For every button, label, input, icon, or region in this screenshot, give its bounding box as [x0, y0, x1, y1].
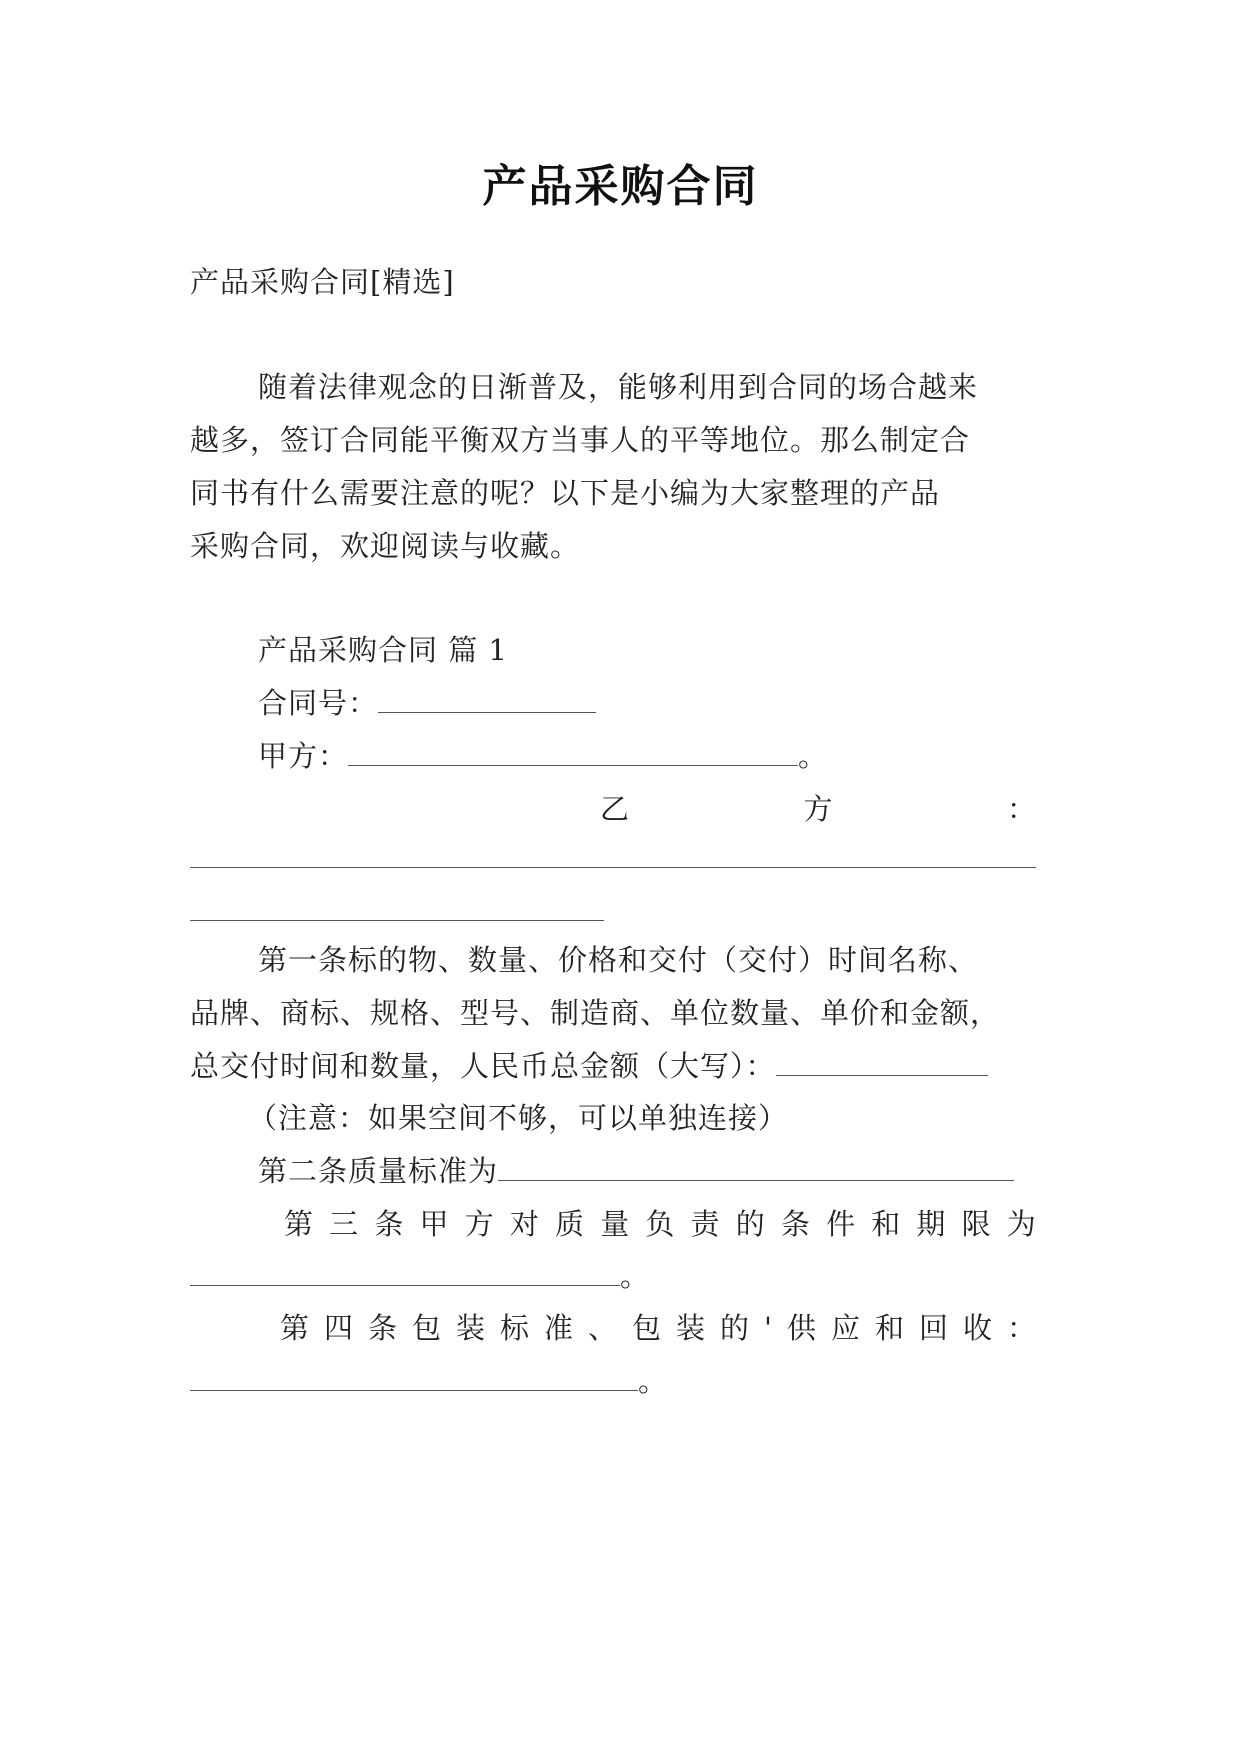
article3-char: 和 — [871, 1207, 901, 1241]
article4-char: 条 — [368, 1311, 398, 1345]
article3-char: 负 — [645, 1207, 675, 1241]
article4-char: ' — [764, 1311, 772, 1345]
article2-line — [258, 1151, 1014, 1191]
article3-char: 条 — [780, 1207, 810, 1241]
party-a-label: 甲方： — [258, 739, 349, 773]
article3-continuation — [190, 1256, 650, 1296]
document-subtitle: 产品采购合同[精选] — [190, 265, 455, 299]
article1-line-2: 品牌、商标、规格、型号、制造商、单位数量、单价和金额， — [190, 996, 1001, 1030]
article4-char: 的 — [720, 1311, 750, 1345]
article4-char: 和 — [874, 1311, 904, 1345]
intro-line-3: 同书有什么需要注意的呢？以下是小编为大家整理的产品 — [190, 476, 941, 510]
article3-char: 为 — [1006, 1207, 1036, 1241]
article3-char: 量 — [600, 1207, 630, 1241]
article1-line-3 — [190, 1046, 988, 1086]
responsibility-period-blank — [190, 1259, 620, 1286]
article3-char: 方 — [464, 1207, 494, 1241]
article3-char: 责 — [690, 1207, 720, 1241]
article3-line — [284, 1204, 1036, 1244]
article4-char: 收 — [962, 1311, 992, 1345]
article1-line-3-text: 总交付时间和数量，人民币总金额（大写）： — [190, 1049, 776, 1083]
article4-char: 、 — [588, 1311, 618, 1345]
article3-char: 第 — [284, 1207, 314, 1241]
article4-char: 装 — [676, 1311, 706, 1345]
party-a-end: 。 — [798, 739, 829, 773]
article3-char: 甲 — [419, 1207, 449, 1241]
total-amount-blank — [776, 1049, 988, 1076]
article3-char: 对 — [509, 1207, 539, 1241]
party-b-row — [600, 789, 1036, 829]
party-b-char-1: 乙 — [600, 792, 630, 826]
intro-line-1: 随着法律观念的日渐普及，能够利用到合同的场合越来 — [258, 370, 979, 404]
party-b-blank-2 — [190, 919, 604, 921]
party-b-char-2: 方 — [803, 792, 833, 826]
article3-char: 的 — [735, 1207, 765, 1241]
article3-char: 限 — [961, 1207, 991, 1241]
article4-char: 回 — [918, 1311, 948, 1345]
party-a-blank — [348, 739, 798, 766]
article4-char: 装 — [456, 1311, 486, 1345]
article4-end: 。 — [638, 1364, 669, 1398]
quality-standard-blank — [498, 1154, 1014, 1181]
party-a-row — [258, 736, 828, 776]
article3-char: 件 — [826, 1207, 856, 1241]
article3-char: 三 — [329, 1207, 359, 1241]
packaging-blank — [190, 1364, 638, 1391]
article4-char: 供 — [786, 1311, 816, 1345]
article2-text: 第二条质量标准为 — [258, 1154, 499, 1188]
article3-char: 质 — [555, 1207, 585, 1241]
article1-line-1: 第一条标的物、数量、价格和交付（交付）时间名称、 — [258, 943, 979, 977]
article4-char: ： — [1006, 1311, 1036, 1345]
contract-number-row — [258, 683, 596, 723]
contract-number-blank — [378, 686, 596, 713]
intro-line-4: 采购合同，欢迎阅读与收藏。 — [190, 529, 581, 563]
article4-char: 标 — [500, 1311, 530, 1345]
article4-char: 准 — [544, 1311, 574, 1345]
article4-char: 第 — [280, 1311, 310, 1345]
article4-char: 包 — [412, 1311, 442, 1345]
article4-char: 包 — [632, 1311, 662, 1345]
party-b-blank-1 — [190, 866, 1036, 868]
document-title: 产品采购合同 — [482, 161, 759, 212]
intro-line-2: 越多，签订合同能平衡双方当事人的平等地位。那么制定合 — [190, 423, 971, 457]
article4-char: 四 — [324, 1311, 354, 1345]
section-heading: 产品采购合同 篇 1 — [258, 633, 508, 667]
article3-char: 条 — [374, 1207, 404, 1241]
note-line: （注意：如果空间不够，可以单独连接） — [248, 1101, 789, 1135]
article3-end: 。 — [620, 1259, 651, 1293]
article4-line — [280, 1308, 1036, 1348]
party-b-colon: ： — [1006, 792, 1036, 826]
article4-char: 应 — [830, 1311, 860, 1345]
article3-char: 期 — [916, 1207, 946, 1241]
contract-number-label: 合同号： — [258, 686, 379, 720]
article4-continuation — [190, 1361, 668, 1401]
